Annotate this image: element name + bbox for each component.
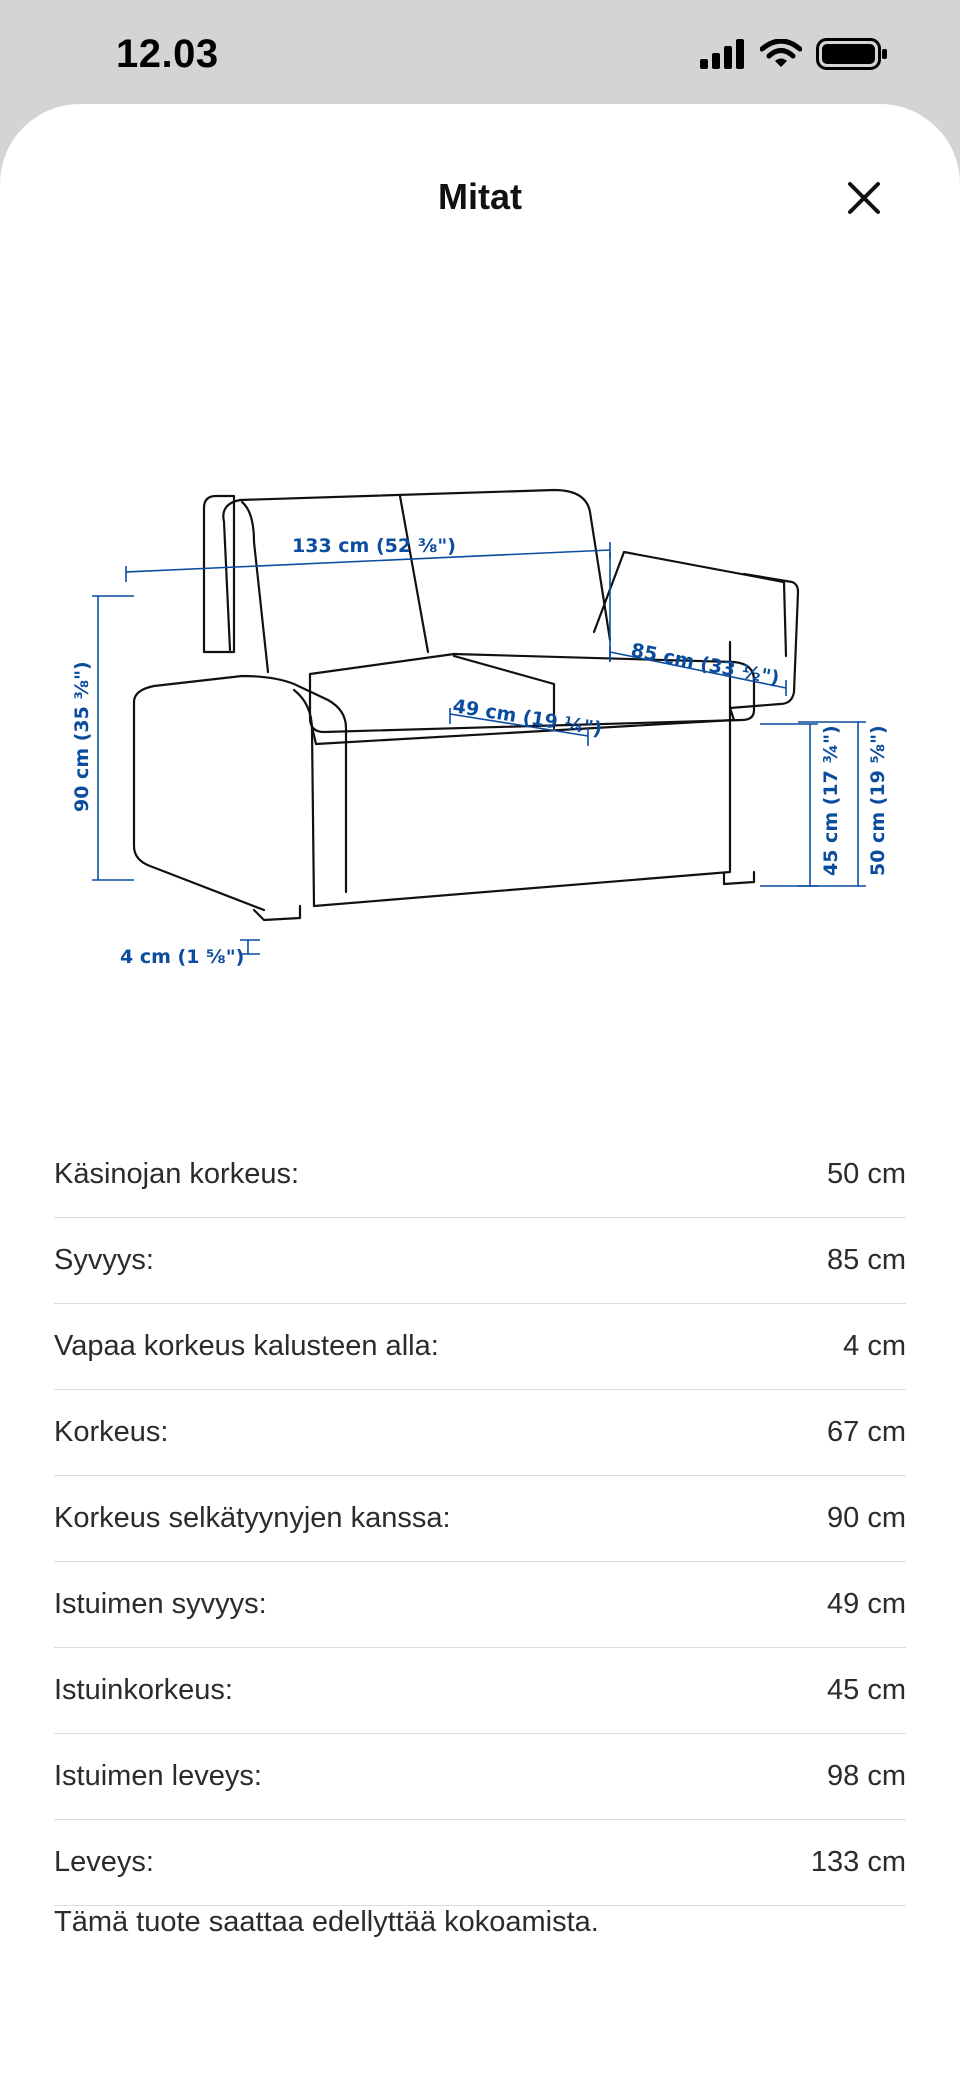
status-bar <box>0 0 960 110</box>
dimension-label: Leveys: <box>54 1846 154 1878</box>
dimension-value: 90 cm <box>827 1502 906 1534</box>
dimension-row-free-height <box>54 1304 906 1390</box>
close-button[interactable] <box>844 178 884 218</box>
dimension-label: Käsinojan korkeus: <box>54 1158 300 1190</box>
dimension-value: 50 cm <box>827 1158 906 1190</box>
dim-seat-depth-label: 49 cm (19 ¼") <box>451 695 604 741</box>
dimension-row-seat-height <box>54 1648 906 1734</box>
dimension-row-height <box>54 1390 906 1476</box>
dimension-label: Istuimen syvyys: <box>54 1588 267 1620</box>
dimension-value: 85 cm <box>827 1244 906 1276</box>
dimension-value: 98 cm <box>827 1760 906 1792</box>
dim-free-height-label: 4 cm (1 ⅝") <box>120 946 245 968</box>
dimension-label: Vapaa korkeus kalusteen alla: <box>54 1330 439 1362</box>
dimension-label: Korkeus selkätyynyjen kanssa: <box>54 1502 451 1534</box>
dimensions-list <box>54 1132 906 1906</box>
dimension-row-width <box>54 1820 906 1906</box>
dimension-value: 4 cm <box>843 1330 906 1362</box>
dimension-label: Istuimen leveys: <box>54 1760 262 1792</box>
dim-width-label: 133 cm (52 ⅜") <box>292 535 456 557</box>
dimension-row-seat-width <box>54 1734 906 1820</box>
dim-height-with-cushions-label: 90 cm (35 ⅜") <box>71 661 93 812</box>
close-icon <box>847 181 881 215</box>
dimension-value: 133 cm <box>810 1846 906 1878</box>
dimension-label: Korkeus: <box>54 1416 169 1448</box>
dimension-value: 67 cm <box>827 1416 906 1448</box>
dimension-label: Istuinkorkeus: <box>54 1674 233 1706</box>
status-time: 12.03 <box>116 32 219 76</box>
dim-seat-height-label: 45 cm (17 ¾") <box>820 725 842 876</box>
dim-armrest-height-label: 50 cm (19 ⅝") <box>867 725 889 876</box>
status-icons <box>700 38 888 70</box>
cellular-signal-icon <box>700 39 746 69</box>
sheet-title: Mitat <box>438 176 522 217</box>
dimension-value: 45 cm <box>827 1674 906 1706</box>
dimension-value: 49 cm <box>827 1588 906 1620</box>
dimension-row-depth <box>54 1218 906 1304</box>
dimension-row-armrest-height <box>54 1132 906 1218</box>
wifi-icon <box>760 39 802 69</box>
dimension-row-height-with-cushions <box>54 1476 906 1562</box>
dimension-label: Syvyys: <box>54 1244 154 1276</box>
dim-depth-label: 85 cm (33 ½") <box>629 639 782 690</box>
dimension-row-seat-depth <box>54 1562 906 1648</box>
assembly-note: Tämä tuote saattaa edellyttää kokoamista. <box>54 1906 599 1938</box>
sofa-dimension-diagram <box>54 412 906 972</box>
battery-icon <box>816 38 888 70</box>
